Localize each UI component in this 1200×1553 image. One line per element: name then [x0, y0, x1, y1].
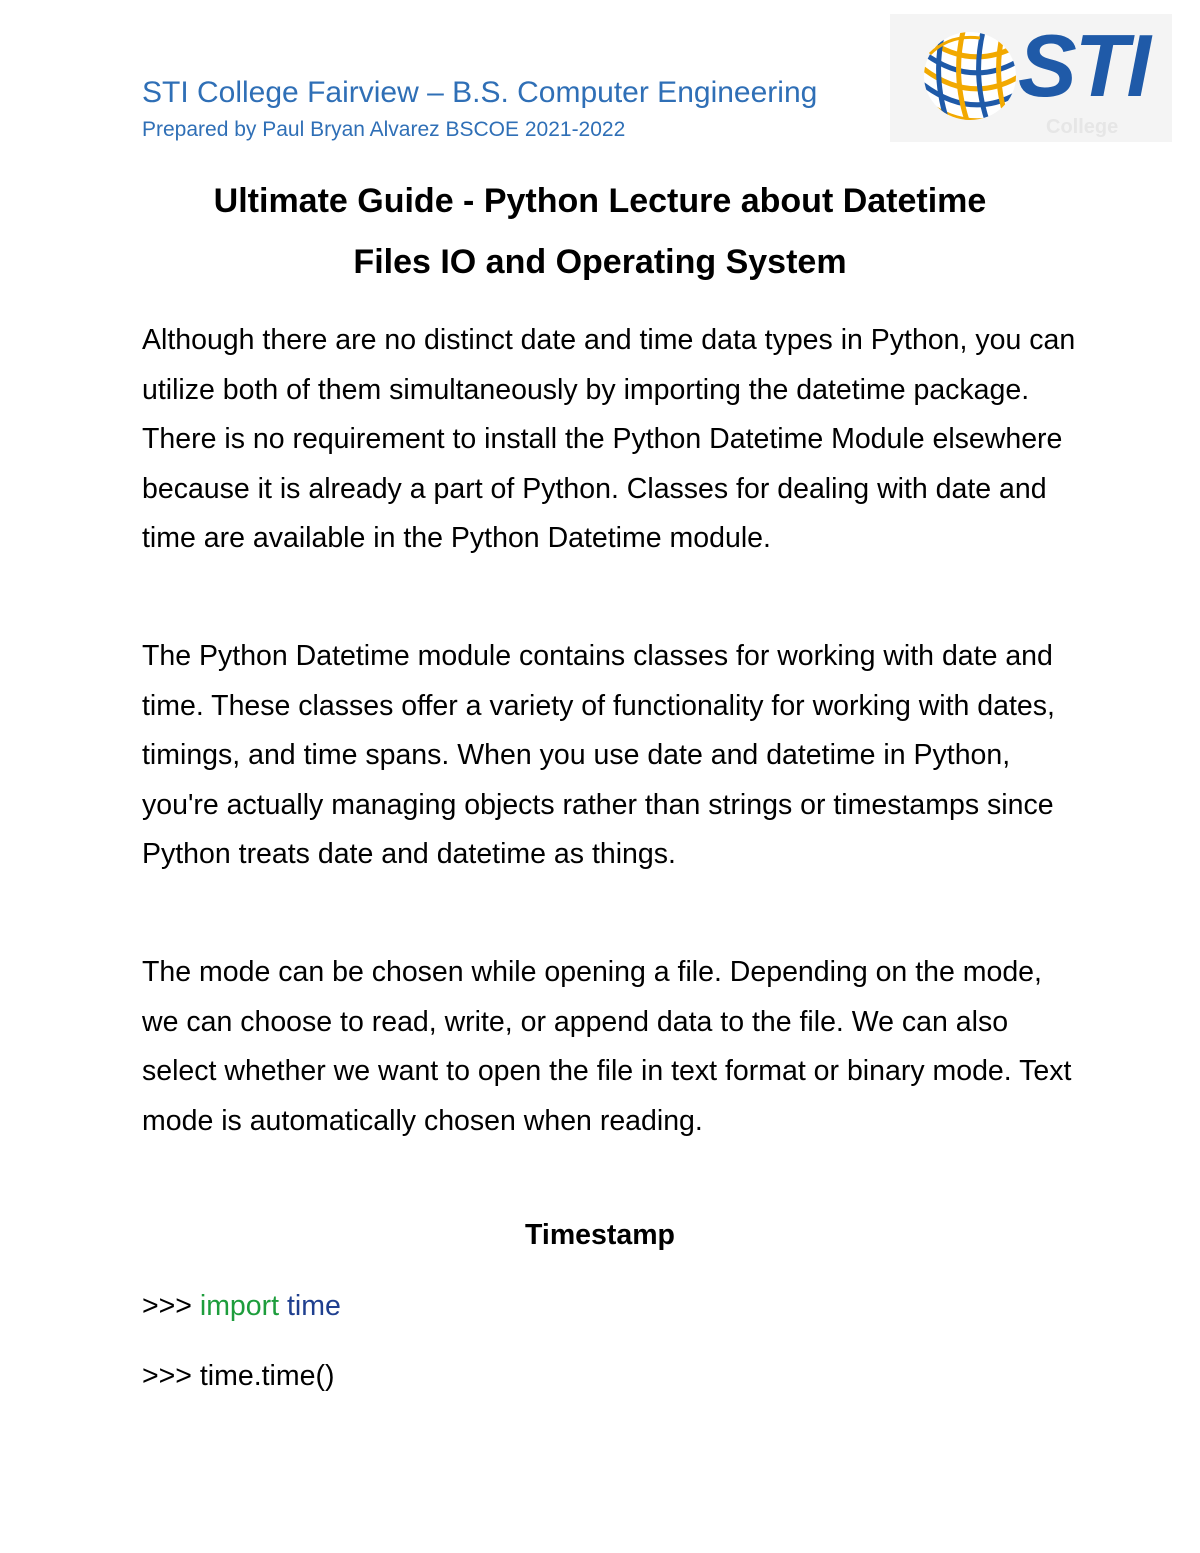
page-title-line-2: Files IO and Operating System — [353, 243, 847, 281]
code-prompt: >>> — [142, 1290, 200, 1322]
paragraph-datetime-module: The Python Datetime module contains classes for working with date and time. These classes offer a variety of functionality for working with dates, timings, and time spans. When you use date and datetime in Python, you're actually managing objects rather than strings or timestamps since Python treats date and datetime as things. — [142, 640, 1055, 871]
paragraph-intro: Although there are no distinct date and time data types in Python, you can utilize both of them simultaneously by importing the datetime package. There is no requirement to install the Python Datetime Module elsewhere because it is already a part of Python. Classes for dealing with date and time are available in the Python Datetime module. — [142, 324, 1076, 555]
code-module: time — [279, 1290, 341, 1322]
page-title-line-1: Ultimate Guide - Python Lecture about Datetime — [213, 182, 987, 220]
logo-subtext: College — [1046, 116, 1119, 138]
header-organization: STI College Fairview – B.S. Computer Engineering — [142, 76, 818, 109]
paragraph-file-mode: The mode can be chosen while opening a file. Depending on the mode, we can choose to read, write, or append data to the file. We can also select whether we want to open the file in text format or binary mode. Text mode is automatically chosen when reading. — [142, 956, 1072, 1137]
sti-logo — [890, 14, 1172, 142]
logo-text: STI — [1018, 16, 1149, 115]
header-author: Prepared by Paul Bryan Alvarez BSCOE 2021-2022 — [142, 118, 626, 141]
code-line-call — [142, 1360, 334, 1393]
section-heading-timestamp: Timestamp — [525, 1219, 675, 1251]
code-expression: time.time() — [199, 1360, 335, 1392]
code-keyword: import — [199, 1290, 280, 1322]
code-prompt: >>> — [142, 1360, 200, 1392]
code-line-import — [142, 1290, 341, 1323]
